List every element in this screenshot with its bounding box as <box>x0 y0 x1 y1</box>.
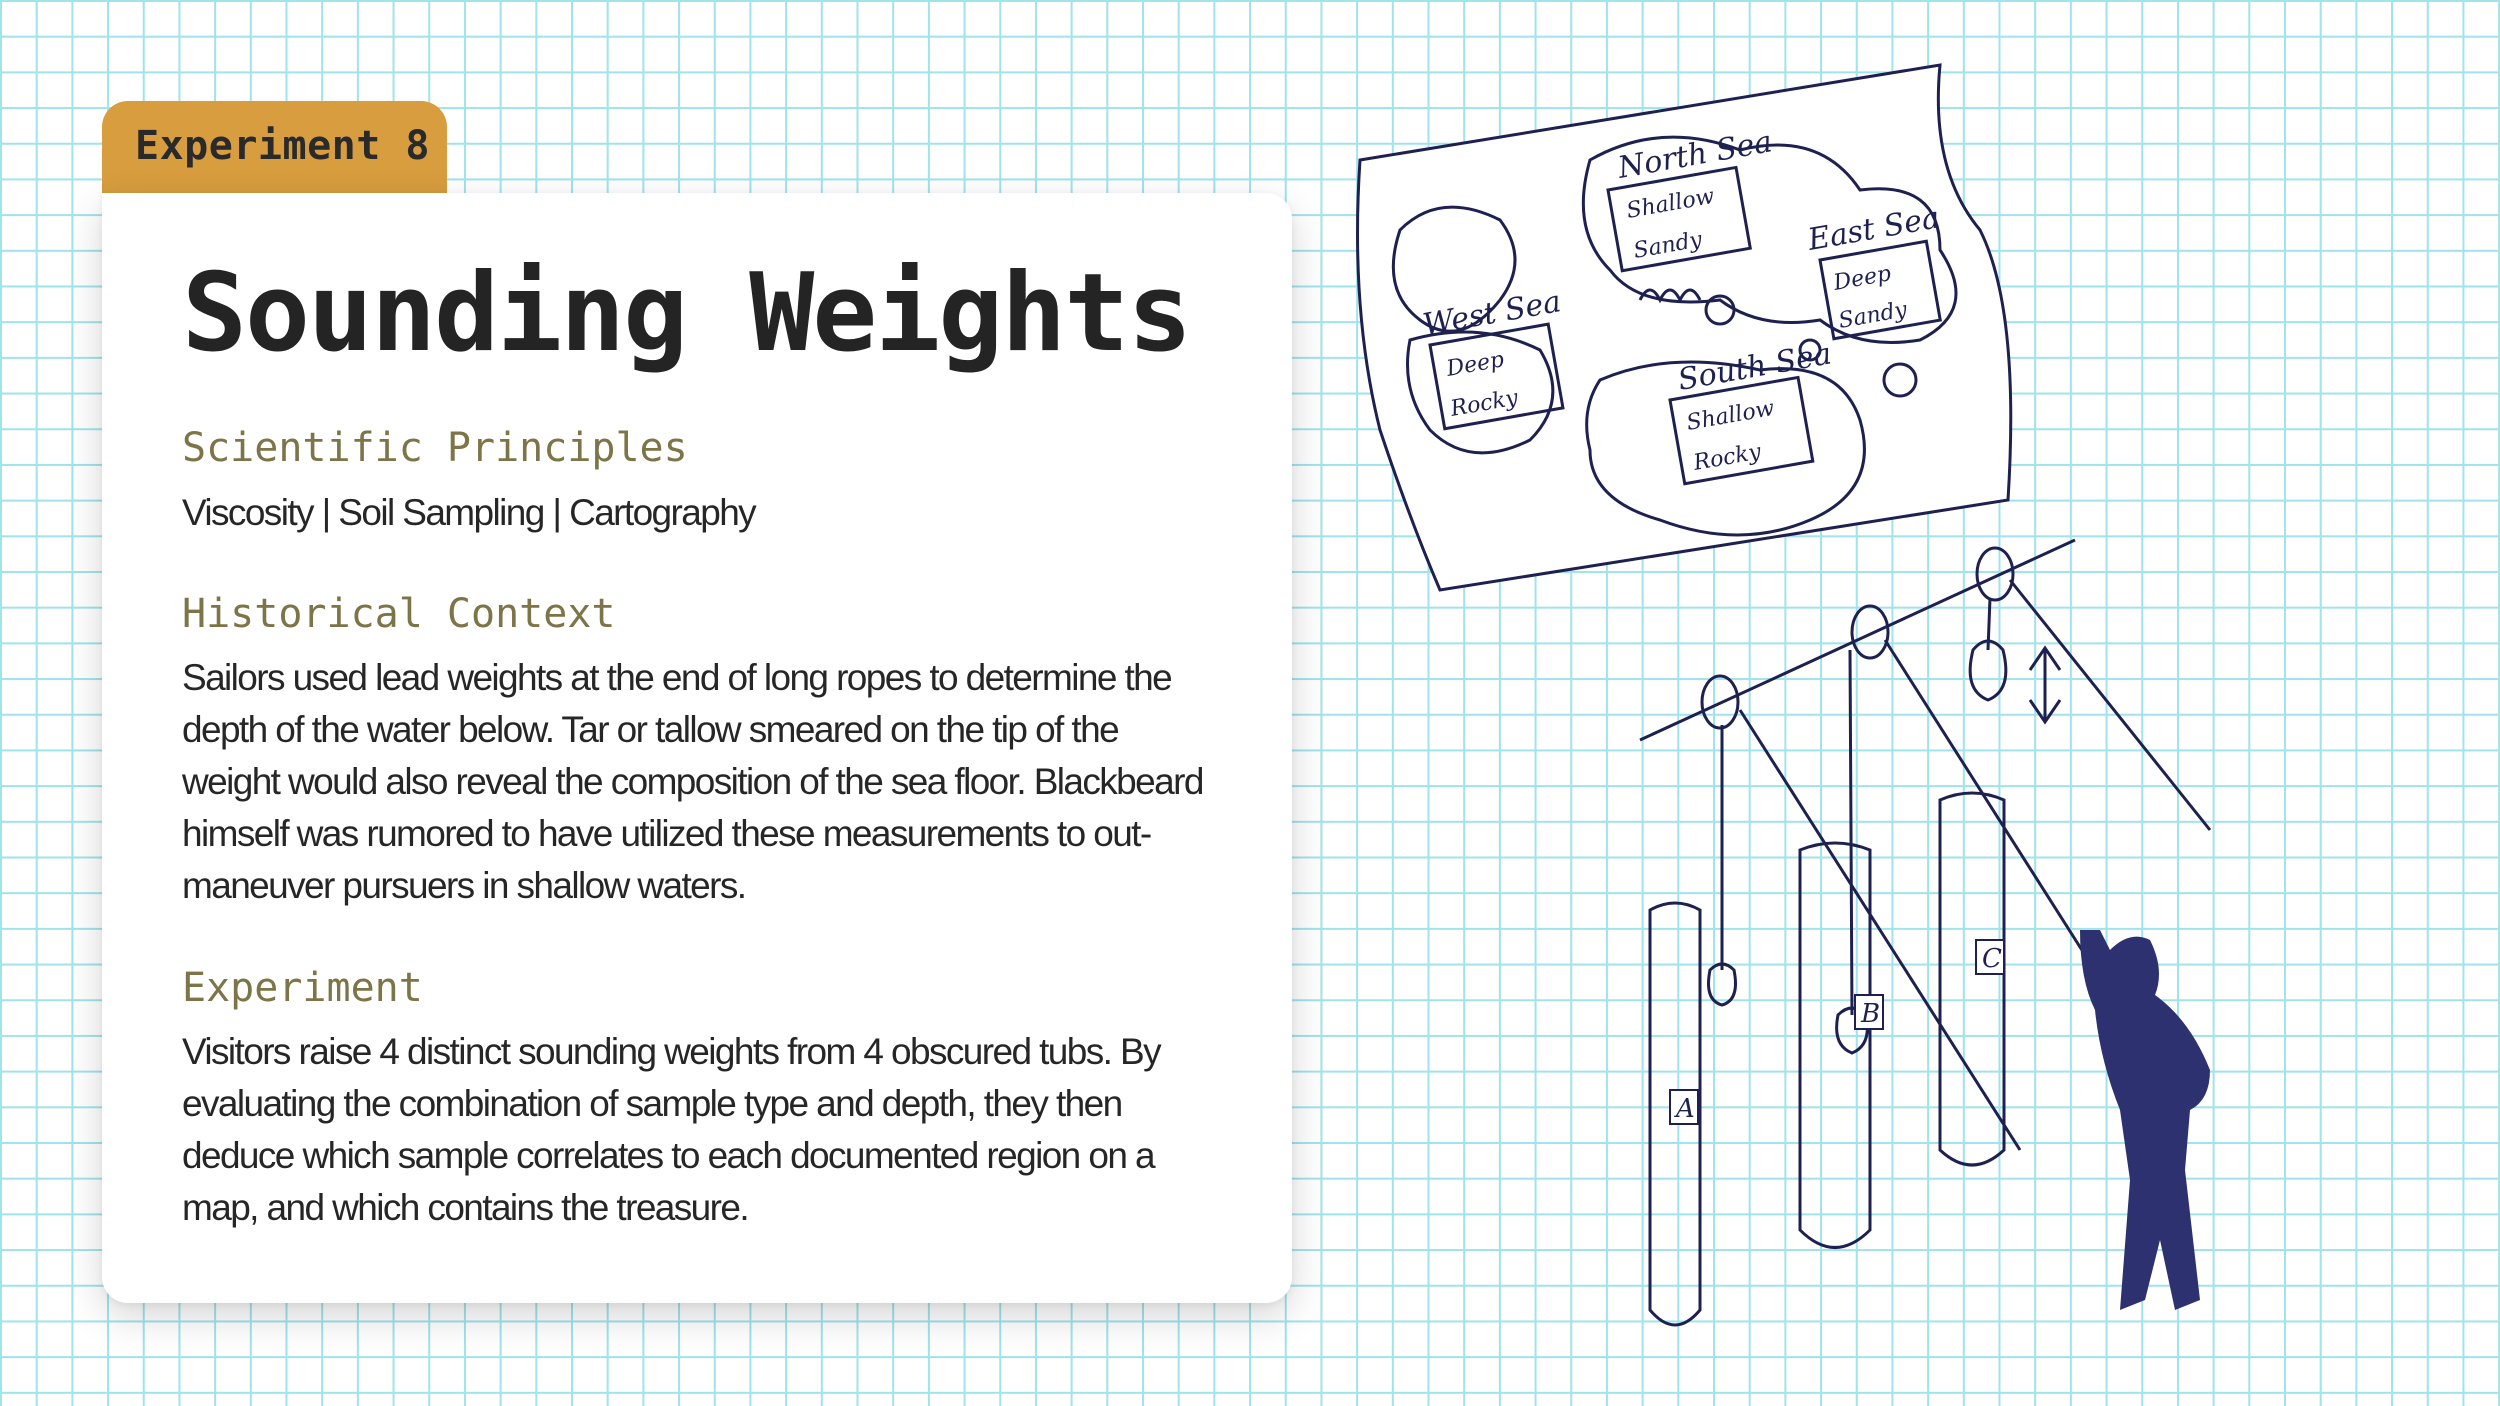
card-title: Sounding Weights <box>182 251 1191 376</box>
south-sea-label: South Sea <box>1675 336 1835 398</box>
south-sea-floor: Rocky <box>1691 439 1763 476</box>
experiment-text: Visitors raise 4 distinct sounding weights from 4 obscured tubs. By evaluating the combination of sample type and depth, they then deduce which sample correlates to each documented region on a map, and which contains the treasure. <box>182 1031 1160 1228</box>
experiment-tab-label: Experiment 8 <box>135 123 430 169</box>
history-text: Sailors used lead weights at the end of long ropes to determine the depth of the water below. Tar or tallow smeared on the tip of the weight would also reveal the composition of the sea floor. Blackbeard himself was rumored to have utilized these measurements to out-maneuver pursuers in shallow waters. <box>182 657 1203 906</box>
west-sea-floor: Rocky <box>1448 385 1520 422</box>
experiment-card <box>102 193 1292 1303</box>
west-sea-label: West Sea <box>1420 284 1564 343</box>
sounding-tubes <box>1650 793 2004 1325</box>
west-sea-depth: Deep <box>1444 347 1506 382</box>
east-sea-depth: Deep <box>1831 261 1893 296</box>
east-sea-label: East Sea <box>1805 200 1943 258</box>
principles-text: Viscosity | Soil Sampling | Cartography <box>182 492 756 533</box>
person-silhouette <box>2080 930 2210 1310</box>
tube-c-label: C <box>1982 944 2002 974</box>
history-heading: Historical Context <box>182 591 616 637</box>
south-sea-depth: Shallow <box>1684 395 1777 436</box>
north-sea-depth: Shallow <box>1624 183 1717 224</box>
east-sea-floor: Sandy <box>1836 297 1909 334</box>
tube-a-label: A <box>1676 1094 1695 1124</box>
experiment-heading: Experiment <box>182 965 423 1011</box>
principles-heading: Scientific Principles <box>182 425 688 471</box>
north-sea-floor: Sandy <box>1631 227 1704 264</box>
sketch-svg <box>1340 50 2340 1370</box>
experiment-tab <box>102 101 447 197</box>
illustration <box>1340 50 2340 1370</box>
north-sea-label: North Sea <box>1615 124 1775 186</box>
tube-b-label: B <box>1861 999 1881 1029</box>
